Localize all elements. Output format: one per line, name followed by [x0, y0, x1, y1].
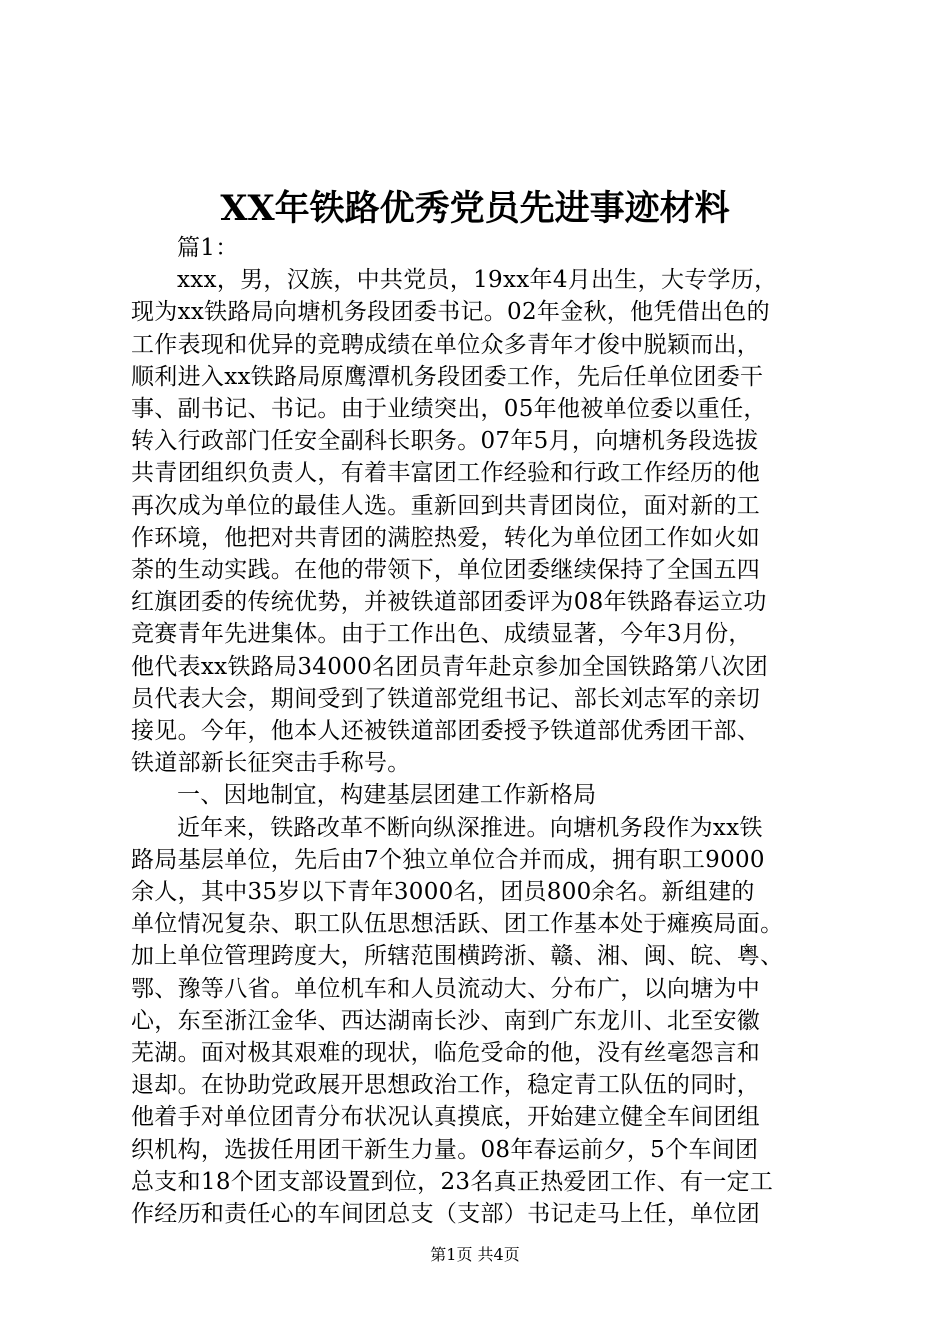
document-body — [131, 232, 831, 1230]
text-line: 现为xx铁路局向塘机务段团委书记。02年金秋，他凭借出色的 — [131, 299, 770, 326]
text-line: 共青团组织负责人，有着丰富团工作经验和行政工作经历的他 — [131, 460, 761, 487]
text-line: 织机构，选拔任用团干新生力量。08年春运前夕，5个车间团 — [131, 1136, 759, 1163]
text-line: 接见。今年，他本人还被铁道部团委授予铁道部优秀团干部、 — [131, 718, 761, 745]
text-line: 芜湖。面对极其艰难的现状，临危受命的他，没有丝毫怨言和 — [131, 1040, 761, 1067]
text-line: 竞赛青年先进集体。由于工作出色、成绩显著，今年3月份， — [131, 621, 752, 648]
text-line: 总支和18个团支部设置到位，23名真正热爱团工作、有一定工 — [131, 1168, 774, 1195]
text-line: 近年来，铁路改革不断向纵深推进。向塘机务段作为xx铁 — [177, 814, 763, 841]
page-footer: 第1页 共4页 — [430, 1245, 520, 1264]
text-line: 工作表现和优异的竞聘成绩在单位众多青年才俊中脱颖而出， — [131, 331, 761, 358]
text-line: 鄂、豫等八省。单位机车和人员流动大、分布广，以向塘为中 — [131, 975, 761, 1002]
text-line: 心，东至浙江金华、西达湖南长沙、南到广东龙川、北至安徽 — [131, 1007, 761, 1034]
text-line: 退却。在协助党政展开思想政治工作，稳定青工队伍的同时， — [131, 1072, 761, 1099]
text-line: 作经历和责任心的车间团总支（支部）书记走马上任，单位团 — [131, 1201, 761, 1228]
text-line: 荼的生动实践。在他的带领下，单位团委继续保持了全国五四 — [131, 557, 761, 584]
text-line: 员代表大会，期间受到了铁道部党组书记、部长刘志军的亲切 — [131, 685, 761, 712]
text-line: 铁道部新长征突击手称号。 — [131, 750, 411, 777]
text-line: 一、因地制宜，构建基层团建工作新格局 — [177, 782, 597, 809]
text-line: 篇1： — [177, 235, 239, 261]
text-line: 余人，其中35岁以下青年3000名，团员800余名。新组建的 — [131, 879, 755, 906]
text-line: 路局基层单位，先后由7个独立单位合并而成，拥有职工9000 — [131, 846, 765, 873]
text-line: 顺利进入xx铁路局原鹰潭机务段团委工作，先后任单位团委干 — [131, 363, 764, 390]
document-title: XX年铁路优秀党员先进事迹材料 — [220, 188, 730, 229]
text-line: 他着手对单位团青分布状况认真摸底，开始建立健全车间团组 — [131, 1104, 761, 1131]
text-line: 事、副书记、书记。由于业绩突出，05年他被单位委以重任， — [131, 396, 767, 423]
text-line: xxx，男，汉族，中共党员，19xx年4月出生，大专学历， — [177, 267, 778, 294]
text-line: 加上单位管理跨度大，所辖范围横跨浙、赣、湘、闽、皖、粤、 — [131, 943, 784, 970]
text-line: 作环境，他把对共青团的满腔热爱，转化为单位团工作如火如 — [131, 524, 761, 551]
text-line: 再次成为单位的最佳人选。重新回到共青团岗位，面对新的工 — [131, 492, 761, 519]
text-line: 他代表xx铁路局34000名团员青年赴京参加全国铁路第八次团 — [131, 653, 769, 680]
text-line: 红旗团委的传统优势，并被铁道部团委评为08年铁路春运立功 — [131, 589, 767, 616]
text-line: 单位情况复杂、职工队伍思想活跃、团工作基本处于瘫痪局面。 — [131, 911, 784, 938]
text-line: 转入行政部门任安全副科长职务。07年5月，向塘机务段选拔 — [131, 428, 759, 455]
